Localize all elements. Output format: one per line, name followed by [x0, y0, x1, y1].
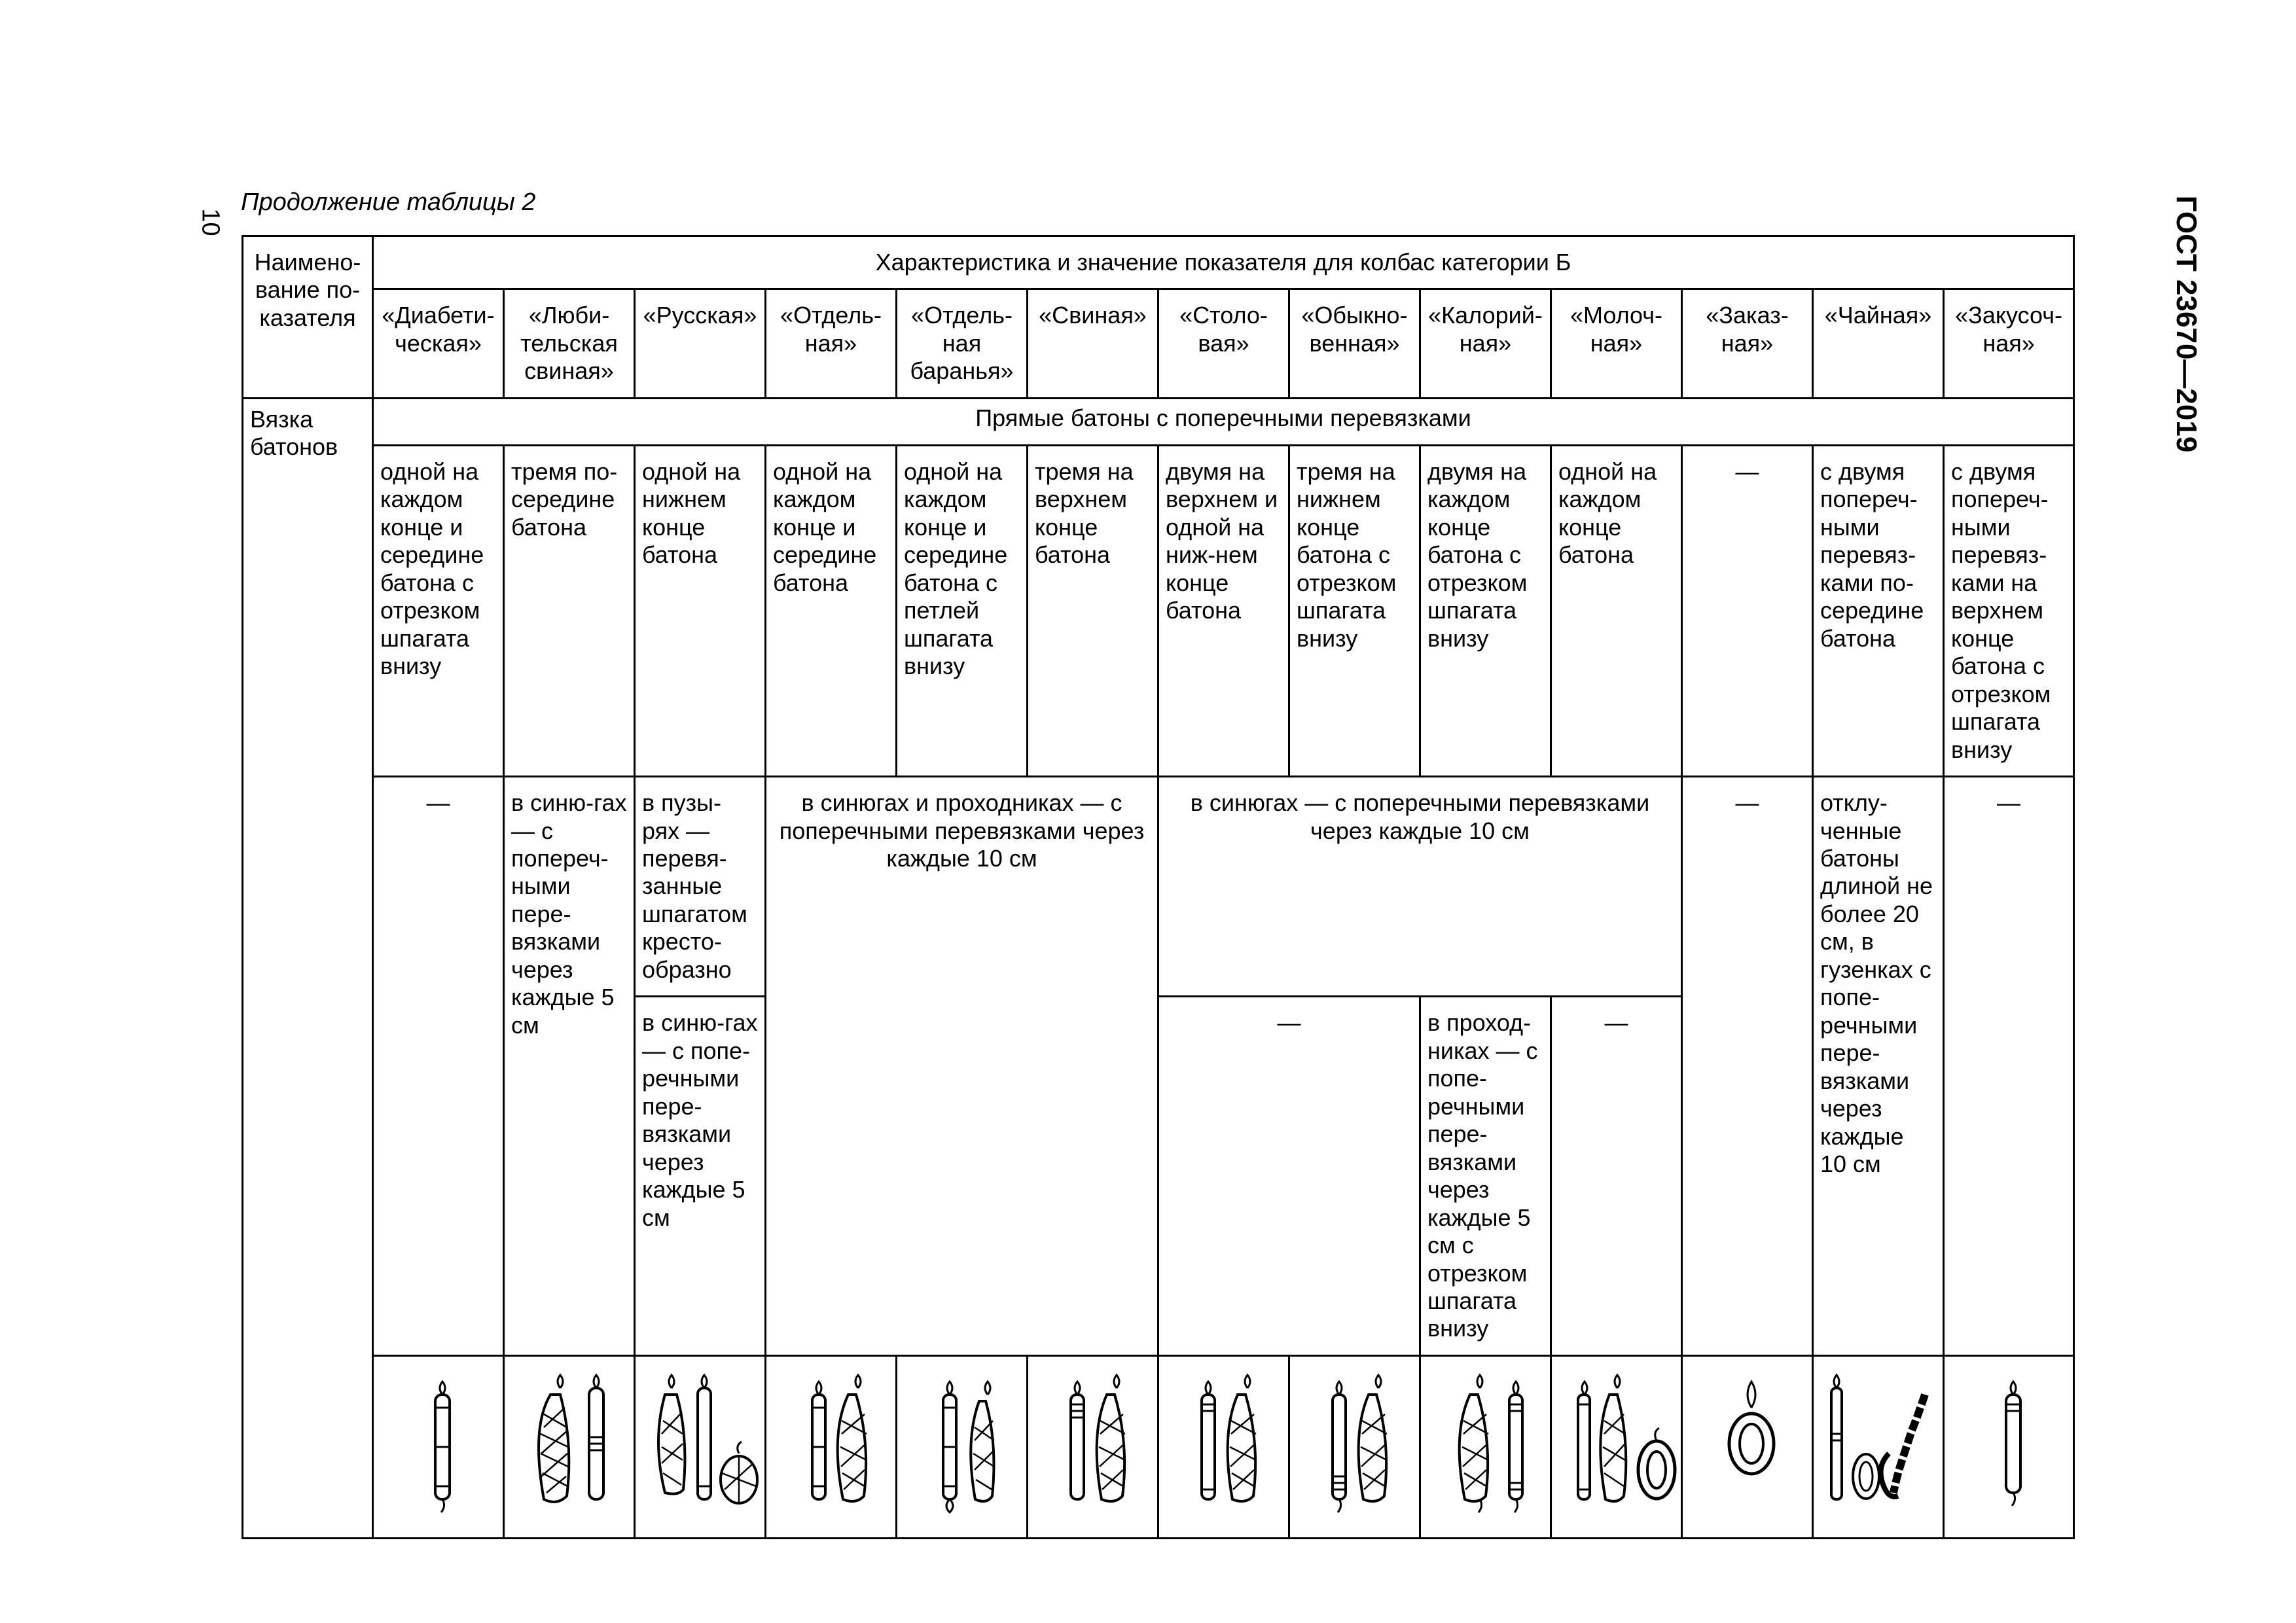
col-obyknovennaya: «Обыкно-венная»	[1289, 289, 1420, 398]
illustration-cell	[1420, 1355, 1551, 1538]
col-russkaya: «Русская»	[635, 289, 766, 398]
sausage-links-icon	[1820, 1368, 1944, 1525]
sausage-pair-icon	[1427, 1368, 1551, 1525]
col-zakusochnaya: «Закусоч-ная»	[1944, 289, 2074, 398]
illustration-cell	[1944, 1355, 2074, 1538]
straight-value: тремя на нижнем конце батона с отрезком шпагата внизу	[1289, 445, 1420, 776]
illustration-cell	[766, 1355, 897, 1538]
illustration-cell	[1682, 1355, 1813, 1538]
straight-value: с двумя попереч-ными перевяз-ками по-середине батона	[1813, 445, 1944, 776]
sausage-pair-icon	[1035, 1368, 1158, 1525]
col-diabeticheskaya: «Диабети-ческая»	[373, 289, 504, 398]
straight-title: Прямые батоны с поперечными перевязками	[373, 398, 2074, 445]
sausage-straight-icon	[1951, 1368, 2074, 1525]
col-otdelnaya-baranya: «Отдель-ная баранья»	[897, 289, 1028, 398]
sausage-pair-icon	[511, 1368, 635, 1525]
col-molochnaya: «Молоч-ная»	[1551, 289, 1682, 398]
col-chaynaya: «Чайная»	[1813, 289, 1944, 398]
casing-lyubitelskaya: в синю-гах — с попереч-ными пере-вязками через каждые 5 см	[504, 777, 635, 1356]
header-group-title: Характеристика и значение показателя для колбас категории Б	[373, 236, 2074, 289]
casing-stolovaya-obyknovennaya-2: —	[1158, 997, 1420, 1356]
illustration-cell	[1158, 1355, 1289, 1538]
sausage-pair-icon	[1166, 1368, 1289, 1525]
illustration-cell	[373, 1355, 504, 1538]
straight-value: тремя на верхнем конце батона	[1028, 445, 1158, 776]
illustration-cell	[1551, 1355, 1682, 1538]
casing-diabetic: —	[373, 777, 504, 1356]
col-kaloriynaya: «Калорий-ная»	[1420, 289, 1551, 398]
sausage-trio-icon	[1558, 1368, 1682, 1525]
col-otdelnaya: «Отдель-ная»	[766, 289, 897, 398]
row-label: Вязка батонов	[243, 398, 373, 1538]
casing-russkaya-2: в синю-гах — с попе-речными пере-вязками через каждые 5 см	[635, 997, 766, 1356]
casing-chaynaya: отклу-ченные батоны длиной не более 20 см, в гузенках с попе-речными пере-вязками через каждые 10 см	[1813, 777, 1944, 1356]
illustration-cell	[1289, 1355, 1420, 1538]
casing-otdelnaya-group: в синюгах и проходниках — с поперечными перевязками через каждые 10 см	[766, 777, 1158, 1356]
sausage-pair-icon	[904, 1368, 1028, 1525]
col-svinaya: «Свиная»	[1028, 289, 1158, 398]
col-lyubitelskaya: «Люби-тельская свиная»	[504, 289, 635, 398]
page-number: 10	[196, 208, 224, 236]
straight-value: тремя по-середине батона	[504, 445, 635, 776]
illustration-cell	[1028, 1355, 1158, 1538]
straight-value: двумя на верхнем и одной на ниж-нем конце батона	[1158, 445, 1289, 776]
standard-code: ГОСТ 23670—2019	[2170, 195, 2202, 453]
straight-value: с двумя попереч-ными перевяз-ками на верхнем конце батона с отрезком шпагата внизу	[1944, 445, 2074, 776]
col-zakaznaya: «Заказ-ная»	[1682, 289, 1813, 398]
table-caption: Продолжение таблицы 2	[241, 188, 536, 216]
illustration-cell	[897, 1355, 1028, 1538]
straight-value: одной на нижнем конце батона	[635, 445, 766, 776]
illustration-cell	[504, 1355, 635, 1538]
casing-russkaya-1: в пузы-рях — перевя-занные шпагатом кресто-образно	[635, 777, 766, 997]
straight-value: —	[1682, 445, 1813, 776]
casing-zakusochnaya: —	[1944, 777, 2074, 1356]
sausage-table	[242, 235, 2075, 1539]
sausage-ring-icon	[1689, 1368, 1813, 1525]
casing-molochnaya-2: —	[1551, 997, 1682, 1356]
illustration-cell	[1813, 1355, 1944, 1538]
straight-value: одной на каждом конце и середине батона	[766, 445, 897, 776]
col-stolovaya: «Столо-вая»	[1158, 289, 1289, 398]
sausage-straight-icon	[380, 1368, 504, 1525]
straight-value: одной на каждом конце и середине батона с отрезком шпагата внизу	[373, 445, 504, 776]
header-name-col: Наимено-вание по-казателя	[243, 236, 373, 399]
straight-value: одной на каждом конце батона	[1551, 445, 1682, 776]
straight-value: одной на каждом конце и середине батона с петлей шпагата внизу	[897, 445, 1028, 776]
sausage-pair-icon	[773, 1368, 897, 1525]
casing-kaloriynaya-2: в проход-никах — с попе-речными пере-вязками через каждые 5 см с отрезком шпагата внизу	[1420, 997, 1551, 1356]
straight-value: двумя на каждом конце батона с отрезком шпагата внизу	[1420, 445, 1551, 776]
casing-zakaznaya: —	[1682, 777, 1813, 1356]
sausage-pair-icon	[1297, 1368, 1420, 1525]
casing-stolovaya-group: в синюгах — с поперечными перевязками через каждые 10 см	[1158, 777, 1682, 997]
illustration-cell	[635, 1355, 766, 1538]
sausage-trio-icon	[642, 1368, 766, 1525]
